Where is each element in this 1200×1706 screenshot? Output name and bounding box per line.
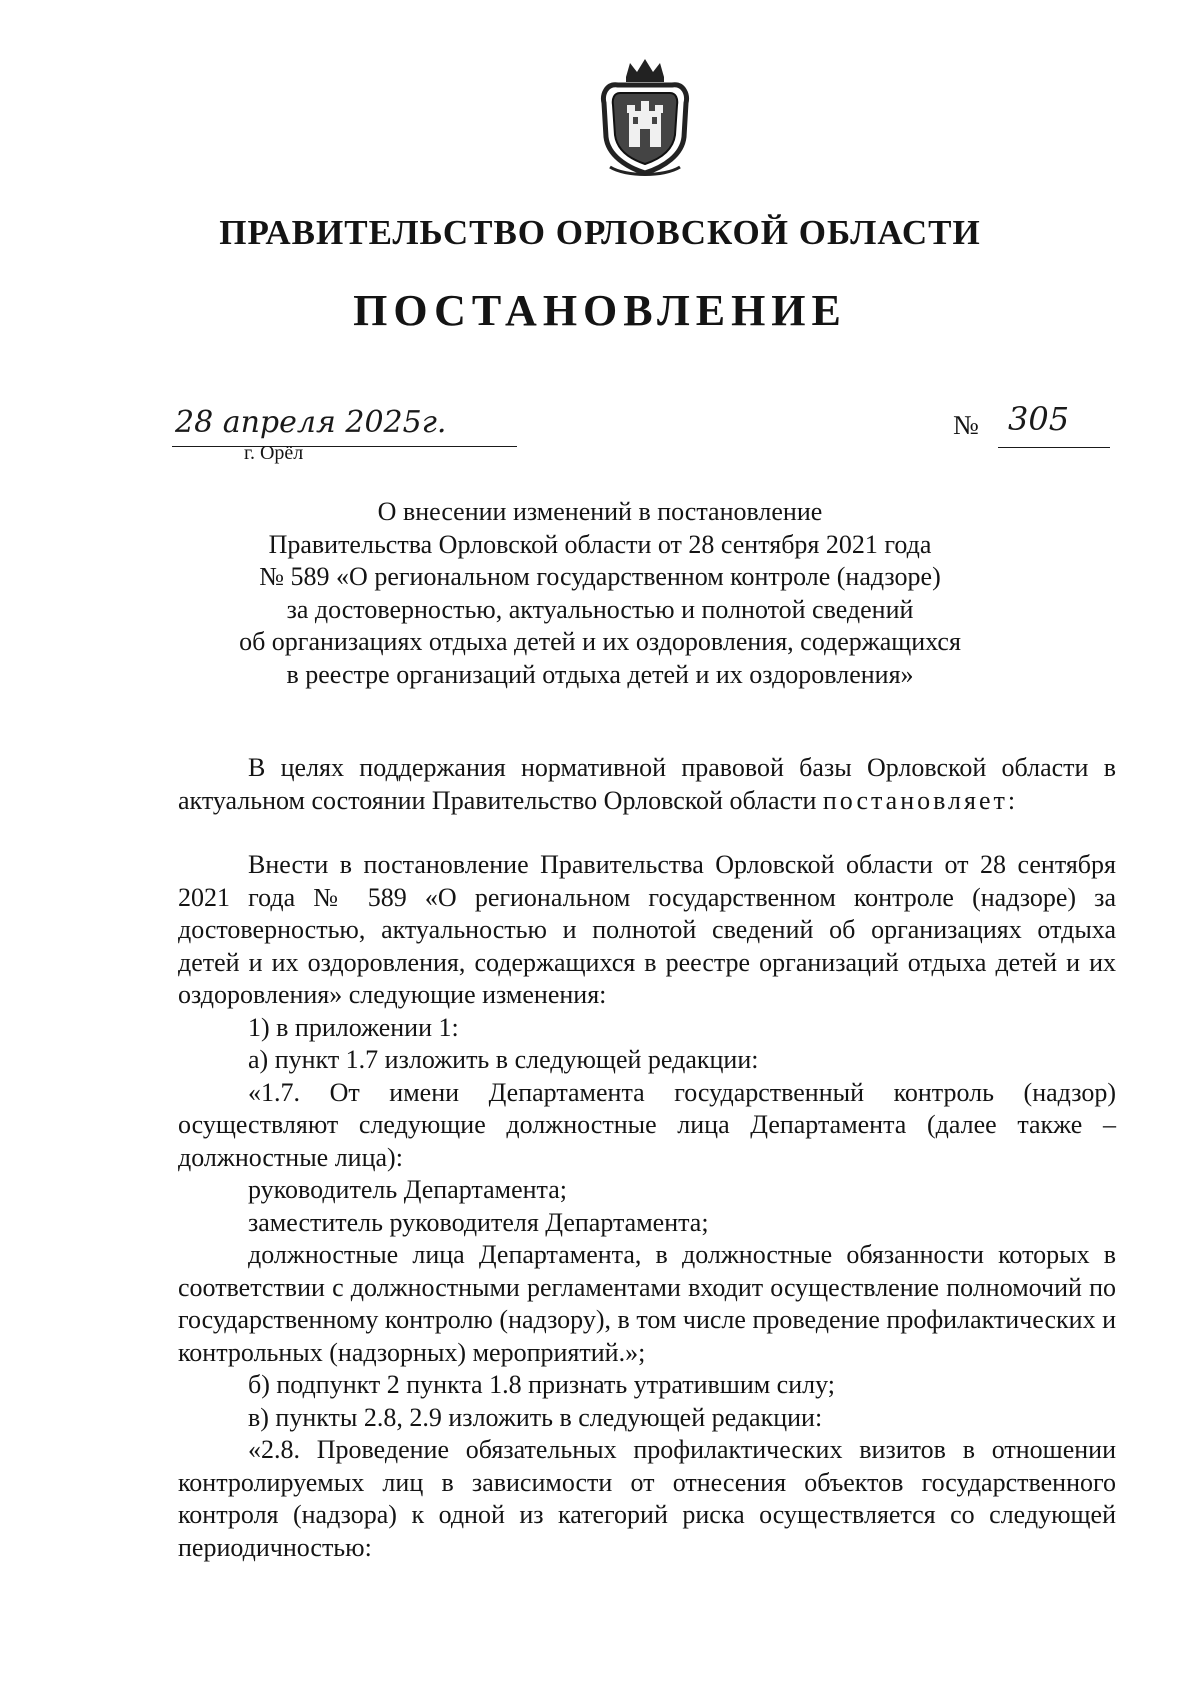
document-title <box>150 496 1050 691</box>
preamble <box>178 752 1116 817</box>
paragraph: «2.8. Проведение обязательных профилактических визитов в отношении контролируемых лиц в зависимости от отнесения объектов государственного контроля (надзора) к одной из категорий риска осуществляется со следующей периодичностью: <box>178 1435 1116 1562</box>
paragraph: руководитель Департамента; <box>248 1175 567 1204</box>
document-type: ПОСТАНОВЛЕНИЕ <box>353 286 847 335</box>
title-line: в реестре организаций отдыха детей и их оздоровления» <box>286 659 914 689</box>
preamble-text: В целях поддержания нормативной правовой базы Орловской области в актуальном состоянии Правительство Орловской области <box>178 753 1116 815</box>
title-line: об организациях отдыха детей и их оздоровления, содержащихся <box>239 627 961 656</box>
paragraph: 1) в приложении 1: <box>248 1012 459 1042</box>
paragraph: в) пункты 2.8, 2.9 изложить в следующей редакции: <box>248 1402 823 1432</box>
paragraph-gap <box>178 817 1116 849</box>
title-line: О внесении изменений в постановление <box>377 497 823 526</box>
city: г. Орёл <box>244 442 304 464</box>
paragraph: заместитель руководителя Департамента; <box>248 1207 709 1237</box>
number-underline <box>998 447 1110 448</box>
paragraph: Внести в постановление Правительства Орловской области от 28 сентября 2021 года № 589 «О региональном государственном контроле (надзоре) за достоверностью, актуальностью и полнотой сведений об организациях отдыха детей и их оздоровления, содержащихся в реестре организаций отдыха детей и их оздоровления» следующие изменения: <box>178 850 1116 1009</box>
paragraph: б) подпункт 2 пункта 1.8 признать утратившим силу; <box>248 1370 835 1399</box>
title-line: за достоверностью, актуальностью и полнотой сведений <box>286 594 914 624</box>
document-body <box>178 752 1116 1564</box>
title-line: № 589 «О региональном государственном контроле (надзоре) <box>259 562 941 591</box>
preamble-verb: постановляет: <box>822 785 1019 815</box>
handwritten-date: 28 апреля 2025г. <box>175 405 447 440</box>
number-sign: № <box>953 410 979 440</box>
handwritten-number: 305 <box>1008 400 1070 438</box>
paragraph: должностные лица Департамента, в должностные обязанности которых в соответствии с должностными регламентами входит осуществление полномочий по государственному контролю (надзору), в том числе проведение профилактических и контрольных (надзорных) мероприятий.»; <box>178 1240 1116 1367</box>
date-underline <box>172 446 517 447</box>
title-line: Правительства Орловской области от 28 сентября 2021 года <box>268 529 932 559</box>
orel-coat-of-arms-icon <box>596 55 694 181</box>
government-name: ПРАВИТЕЛЬСТВО ОРЛОВСКОЙ ОБЛАСТИ <box>219 213 981 252</box>
paragraph: а) пункт 1.7 изложить в следующей редакции: <box>248 1045 759 1074</box>
paragraph: «1.7. От имени Департамента государственный контроль (надзор) осуществляют следующие должностные лица Департамента (далее также – должностные лица): <box>178 1077 1116 1172</box>
